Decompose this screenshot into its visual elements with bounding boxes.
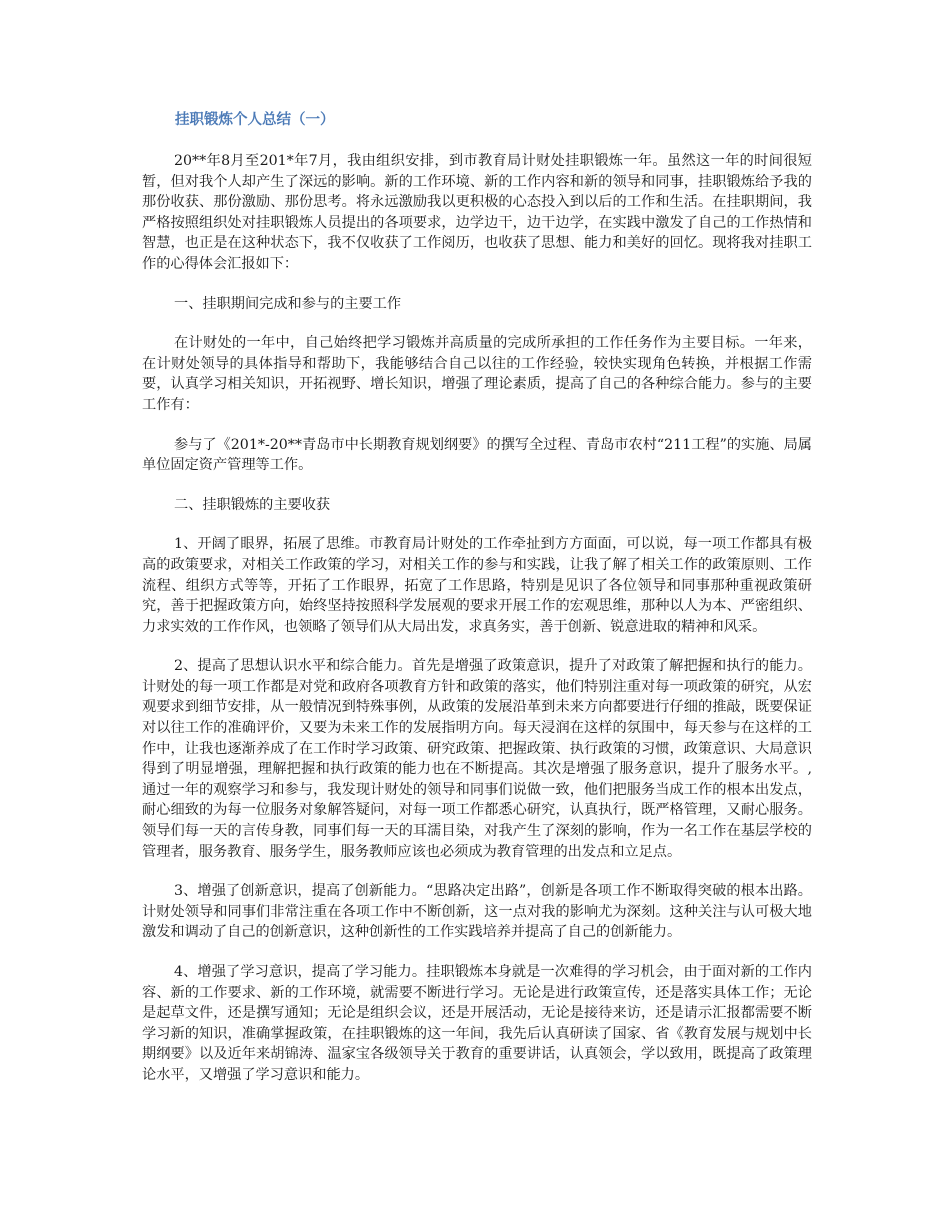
spacer <box>142 416 812 435</box>
spacer <box>142 275 812 294</box>
spacer <box>142 862 812 881</box>
spacer <box>142 476 812 495</box>
paragraph-intro: 20**年8月至201*年7月，我由组织安排，到市教育局计财处挂职锻炼一年。虽然这一年的时间很短暂，但对我个人却产生了深远的影响。新的工作环境、新的工作内容和新的领导和同事，挂职锻炼给予我的那份收获、那份激励、那份思考。将永远激励我以更积极的心态投入到以后的工作和生活。在挂职期间，我严格按照组织处对挂职锻炼人员提出的各项要求，边学边干，边干边学，在实践中激发了自己的工作热情和智慧，也正是在这种状态下，我不仅收获了工作阅历，也收获了思想、能力和美好的回忆。现将我对挂职工作的心得体会汇报如下： <box>142 153 812 272</box>
section-heading-2: 二、挂职锻炼的主要收获 <box>174 496 331 513</box>
spacer <box>142 637 812 656</box>
paragraph-gain-1: 1、开阔了眼界，拓展了思维。市教育局计财处的工作牵扯到方方面面，可以说，每一项工作都具有极高的政策要求，对相关工作政策的学习，对相关工作的参与和实践，让我了解了相关工作的政策原则、工作流程、组织方式等等，开拓了工作眼界，拓宽了工作思路，特别是见识了各位领导和同事那种重视政策研究，善于把握政策方向，始终坚持按照科学发展观的要求开展工作的宏观思维，那种以人为本、严密组织、力求实效的工作作风，也领略了领导们从大局出发，求真务实，善于创新、锐意进取的精神和风采。 <box>142 536 812 635</box>
paragraph-gain-3: 3、增强了创新意识，提高了创新能力。“思路决定出路”，创新是各项工作不断取得突破的根本出路。计财处领导和同事们非常注重在各项工作中不断创新，这一点对我的影响尤为深刻。这种关注与认可极大地激发和调动了自己的创新意识，这种创新性的工作实践培养并提高了自己的创新能力。 <box>142 883 812 941</box>
document-title: 挂职锻炼个人总结（一） <box>175 112 335 128</box>
section-heading-1: 一、挂职期间完成和参与的主要工作 <box>174 295 402 312</box>
spacer <box>142 132 812 151</box>
paragraph-gain-2: 2、提高了思想认识水平和综合能力。首先是增强了政策意识，提升了对政策了解把握和执行的能力。计财处的每一项工作都是对党和政府各项教育方针和政策的落实，他们特别注重对每一项政策的研究，从宏观要求到细节安排，从一般情况到特殊事例，从政策的发展沿革到未来方向都要进行仔细的推敲，既要保证对以往工作的准确评价，又要为未来工作的发展指明方向。每天浸润在这样的氛围中，每天参与在这样的工作中，让我也逐渐养成了在工作时学习政策、研究政策、把握政策、执行政策的习惯，政策意识、大局意识得到了明显增强，理解把握和执行政策的能力也在不断提高。其次是增强了服务意识，提升了服务水平。,通过一年的观察学习和参与，我发现计财处的领导和同事们说做一致，他们把服务当成工作的根本出发点，耐心细致的为每一位服务对象解答疑问，对每一项工作都悉心研究，认真执行，既严格管理，又耐心服务。领导们每一天的言传身教，同事们每一天的耳濡目染，对我产生了深刻的影响，作为一名工作在基层学校的管理者，服务教育、服务学生，服务教师应该也必须成为教育管理的出发点和立足点。 <box>142 658 812 860</box>
spacer <box>142 943 812 962</box>
spacer <box>142 314 812 333</box>
document-body <box>142 108 812 1086</box>
paragraph-work-overview: 在计财处的一年中，自己始终把学习锻炼并高质量的完成所承担的工作任务作为主要目标。一年来，在计财处领导的具体指导和帮助下，我能够结合自己以往的工作经验，较快实现角色转换，并根据工作需要，认真学习相关知识，开拓视野、增长知识，增强了理论素质，提高了自己的各种综合能力。参与的主要工作有： <box>142 335 812 413</box>
spacer <box>142 515 812 534</box>
paragraph-work-list: 参与了《201*-20**青岛市中长期教育规划纲要》的撰写全过程、青岛市农村“211工程”的实施、局属单位固定资产管理等工作。 <box>142 436 812 474</box>
paragraph-gain-4: 4、增强了学习意识，提高了学习能力。挂职锻炼本身就是一次难得的学习机会，由于面对新的工作内容、新的工作要求、新的工作环境，就需要不断进行学习。无论是进行政策宣传，还是落实具体工作；无论是起草文件，还是撰写通知；无论是组织会议，还是开展活动，无论是接待来访，还是请示汇报都需要不断学习新的知识，准确掌握政策，在挂职锻炼的这一年间，我先后认真研读了国家、省《教育发展与规划中长期纲要》以及近年来胡锦涛、温家宝各级领导关于教育的重要讲话，认真领会，学以致用，既提高了政策理论水平，又增强了学习意识和能力。 <box>142 964 812 1083</box>
